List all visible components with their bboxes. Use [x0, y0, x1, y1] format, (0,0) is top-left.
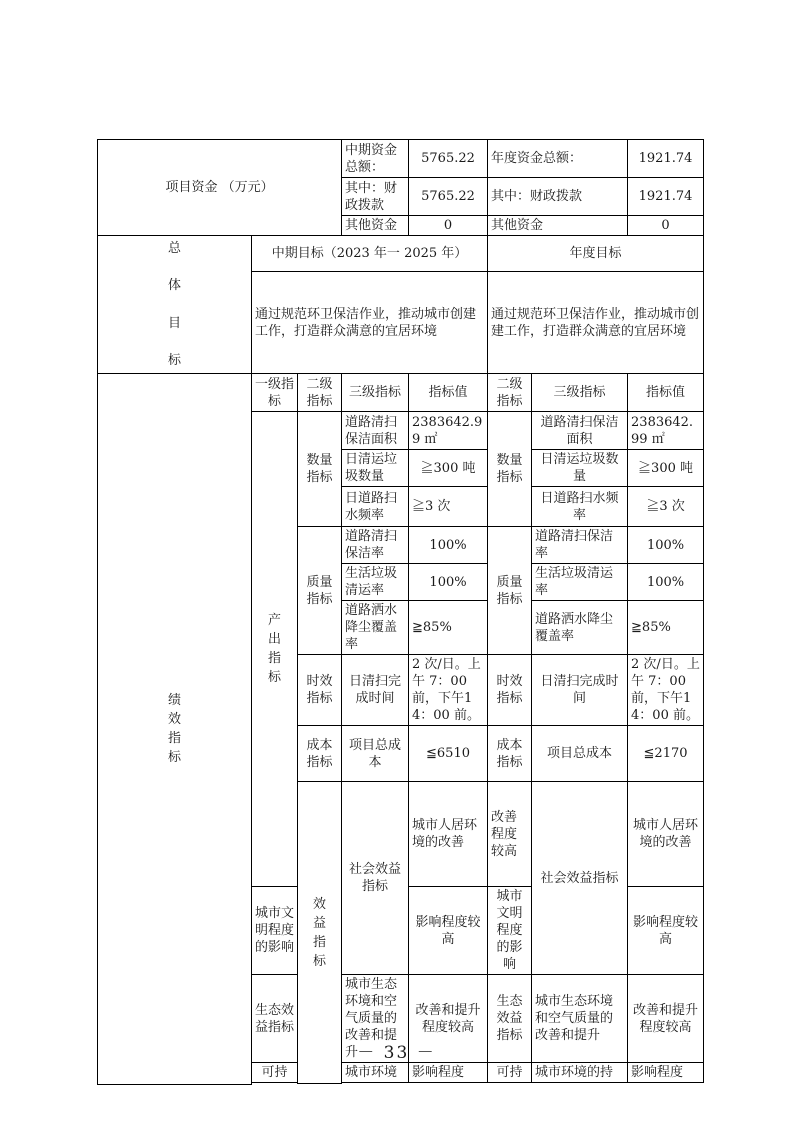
goals-label [98, 236, 252, 374]
year-fiscal-value: 1921.74 [628, 178, 704, 216]
header-level3-year: 三级指标 [532, 374, 628, 412]
indicator-value-year: 2383642.99 ㎡ [628, 412, 704, 450]
header-value-year: 指标值 [628, 374, 704, 412]
mid-goal-header: 中期目标（2023 年一 2025 年） [252, 236, 488, 272]
indicator-name-year: 项目总成本 [532, 726, 628, 782]
quality-label-year: 质量指标 [488, 527, 532, 655]
indicator-name-year: 城市人居环境的改善 [628, 782, 704, 887]
indicator-name: 生活垃圾清运率 [342, 564, 409, 601]
indicator-value-year: 100% [628, 527, 704, 564]
social-label-year: 社会效益指标 [532, 782, 628, 975]
indicator-value-year: ≦2170 [628, 726, 704, 782]
indicator-name-year: 城市文明程度的影响 [488, 887, 532, 975]
indicator-value-year: ≧85% [628, 601, 704, 655]
header-level1: 一级指标 [252, 374, 298, 412]
quantity-label-year: 数量指标 [488, 412, 532, 527]
indicator-name: 城市生态环境和空气质量的改善和提升 [342, 975, 409, 1063]
indicator-value-year: 影响程度较高 [628, 887, 704, 975]
year-other-value: 0 [628, 216, 704, 236]
mid-other-label: 其他资金 [342, 216, 409, 236]
indicator-name-year: 日清扫完成时间 [532, 655, 628, 726]
perf-label-text: 绩效指标 [167, 693, 181, 765]
indicator-value: 100% [409, 527, 488, 564]
output-label [252, 412, 298, 887]
indicator-value: ≧3 次 [409, 487, 488, 527]
cost-label-year: 成本指标 [488, 726, 532, 782]
indicator-value: 2 次/日。上午 7：00前，下午14：00 前。 [409, 655, 488, 726]
indicator-value: ≧300 吨 [409, 450, 488, 487]
header-level3: 三级指标 [342, 374, 409, 412]
budget-table [97, 139, 704, 1085]
indicator-name-year: 道路清扫保洁面积 [532, 412, 628, 450]
cost-label: 成本指标 [298, 726, 342, 782]
indicator-value-year: 2 次/日。上午 7：00前，下午14：00 前。 [628, 655, 704, 726]
indicator-name: 日清扫完成时间 [342, 655, 409, 726]
indicator-value: 2383642.99 ㎡ [409, 412, 488, 450]
indicator-name: 道路清扫保洁面积 [342, 412, 409, 450]
sustain-label-year: 可持 [488, 1063, 532, 1083]
table-end-2 [252, 1084, 628, 1085]
indicator-name: 城市文明程度的影响 [252, 887, 298, 975]
mid-total-label: 中期资金总额： [342, 140, 409, 178]
indicator-name-year: 城市生态环境和空气质量的改善和提升 [532, 975, 628, 1063]
indicator-name-year: 日道路扫水频率 [532, 487, 628, 527]
indicator-name-year: 日清运垃圾数量 [532, 450, 628, 487]
mid-total-value: 5765.22 [409, 140, 488, 178]
quantity-label: 数量指标 [298, 412, 342, 527]
indicator-value-year: ≧300 吨 [628, 450, 704, 487]
quality-label: 质量指标 [298, 527, 342, 655]
funds-label: 项目资金 （万元） [98, 140, 342, 236]
indicator-value: ≧85% [409, 601, 488, 655]
eco-label: 生态效益指标 [252, 975, 298, 1063]
indicator-name: 道路清扫保洁率 [342, 527, 409, 564]
benefit-label-text: 效益指标 [312, 896, 326, 969]
indicator-name: 城市环境 [342, 1063, 409, 1083]
indicator-value: 100% [409, 564, 488, 601]
indicator-name: 城市人居环境的改善 [409, 782, 488, 887]
indicator-value: 改善和提升程度较高 [409, 975, 488, 1063]
header-level2: 二级指标 [298, 374, 342, 412]
social-label: 社会效益指标 [342, 782, 409, 975]
indicator-name-year: 道路洒水降尘覆盖率 [532, 601, 628, 655]
indicator-name: 日道路扫水频率 [342, 487, 409, 527]
goals-label-char-2: 体 [167, 278, 181, 294]
indicator-name-year: 城市环境的持 [532, 1063, 628, 1083]
year-goal-header: 年度目标 [488, 236, 704, 272]
indicator-name: 项目总成本 [342, 726, 409, 782]
eco-label-year: 生态效益指标 [488, 975, 532, 1063]
goals-label-char-4: 标 [167, 353, 181, 369]
indicator-value-year: 影响程度 [628, 1063, 704, 1083]
perf-label [98, 374, 252, 1085]
indicator-value-year: 改善和提升程度较高 [628, 975, 704, 1063]
indicator-value-year: ≧3 次 [628, 487, 704, 527]
goals-label-char-3: 目 [167, 315, 181, 331]
sustain-label: 可持 [252, 1063, 298, 1083]
year-goal-text: 通过规范环卫保洁作业，推动城市创建工作，打造群众满意的宜居环境 [488, 272, 704, 374]
header-level2-year: 二级指标 [488, 374, 532, 412]
indicator-value: 改善程度较高 [488, 782, 532, 887]
year-total-value: 1921.74 [628, 140, 704, 178]
indicator-name-year: 道路清扫保洁率 [532, 527, 628, 564]
year-fiscal-label: 其中：财政拨款 [488, 178, 628, 216]
output-label-text: 产出指标 [267, 613, 281, 685]
indicator-name: 日清运垃圾数量 [342, 450, 409, 487]
year-total-label: 年度资金总额： [488, 140, 628, 178]
mid-other-value: 0 [409, 216, 488, 236]
goals-label-char-1: 总 [167, 240, 181, 256]
indicator-name: 道路洒水降尘覆盖率 [342, 601, 409, 655]
timeliness-label-year: 时效指标 [488, 655, 532, 726]
indicator-name-year: 生活垃圾清运率 [532, 564, 628, 601]
mid-fiscal-value: 5765.22 [409, 178, 488, 216]
indicator-value: ≦6510 [409, 726, 488, 782]
mid-fiscal-label: 其中：财政拨款 [342, 178, 409, 216]
indicator-value: 影响程度较高 [409, 887, 488, 975]
indicator-value: 影响程度 [409, 1063, 488, 1083]
timeliness-label: 时效指标 [298, 655, 342, 726]
page-number: － 33 － [357, 1043, 436, 1063]
year-other-label: 其他资金 [488, 216, 628, 236]
indicator-value-year: 100% [628, 564, 704, 601]
header-value: 指标值 [409, 374, 488, 412]
mid-goal-text: 通过规范环卫保洁作业，推动城市创建工作，打造群众满意的宜居环境 [252, 272, 488, 374]
